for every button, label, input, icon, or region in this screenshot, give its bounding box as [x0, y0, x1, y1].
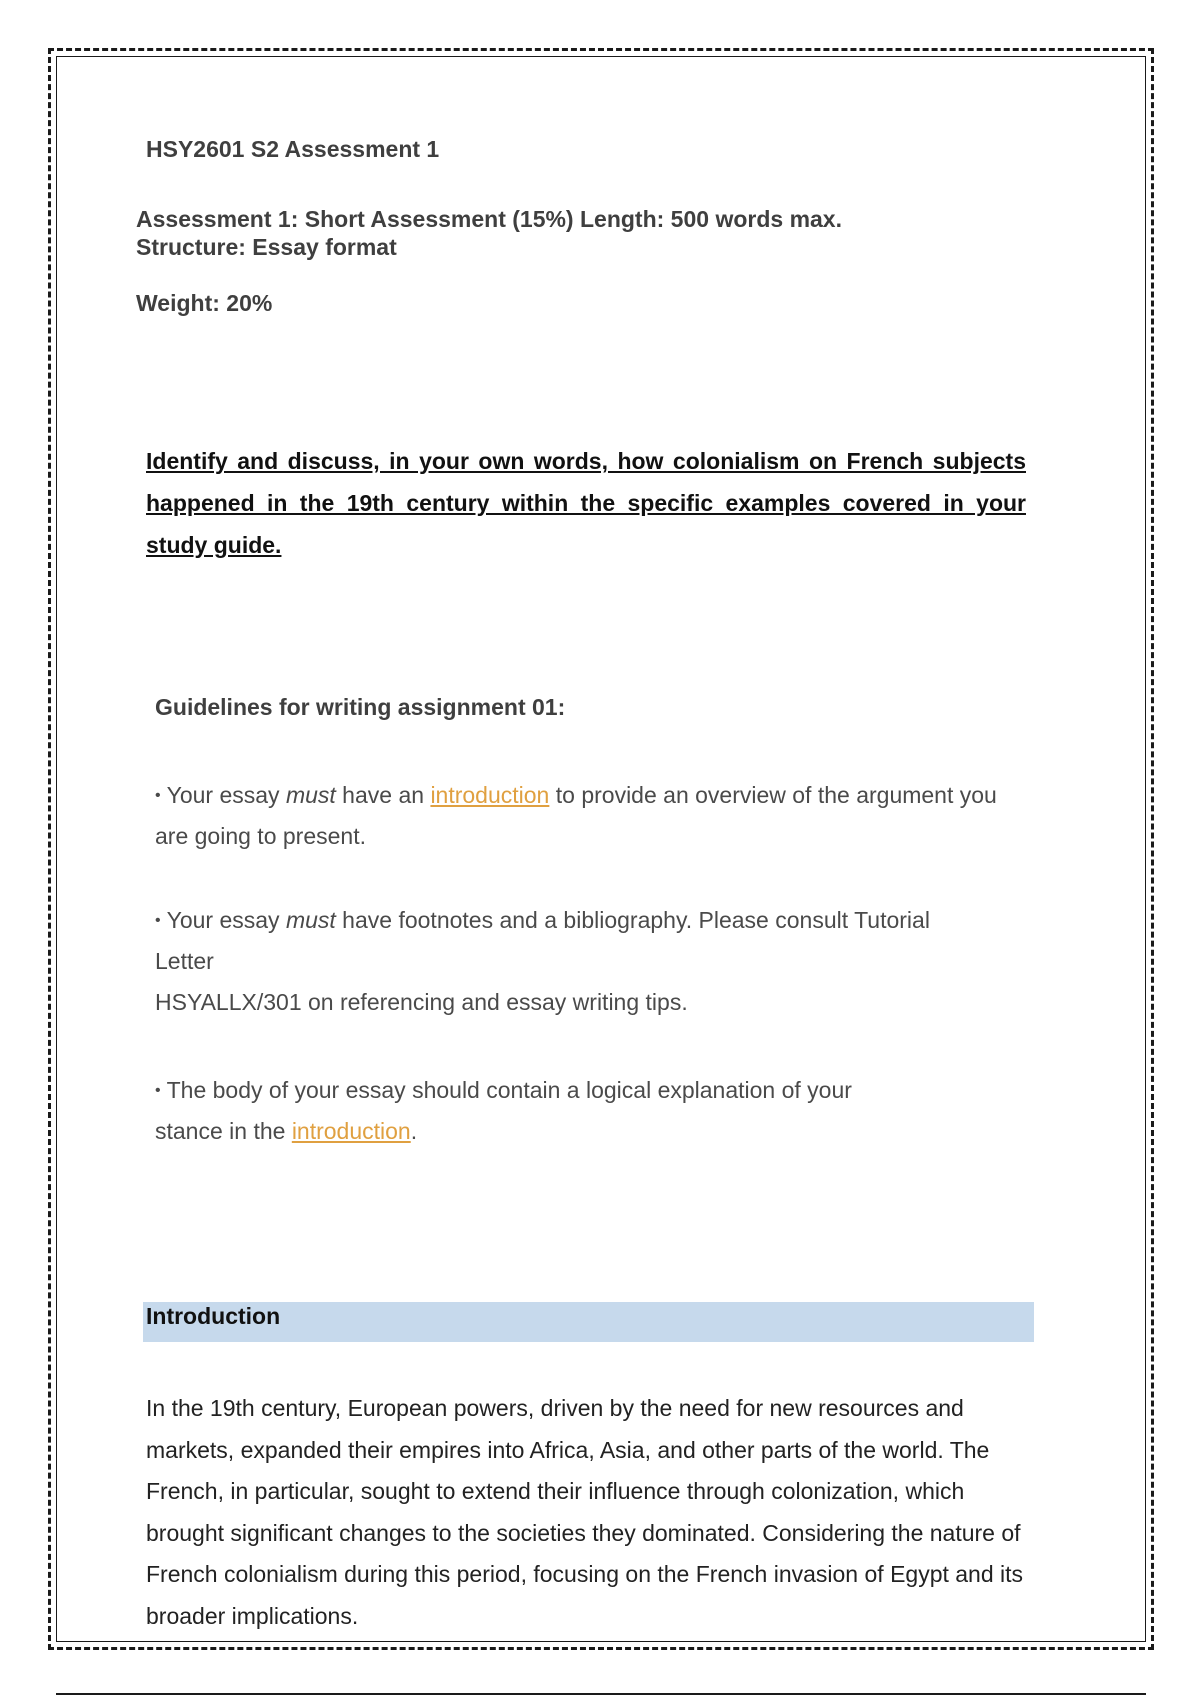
document-title: HSY2601 S2 Assessment 1	[146, 136, 440, 162]
bullet-icon: •	[155, 787, 161, 804]
emphasis-must: must	[285, 782, 336, 808]
assessment-weight: Weight: 20%	[136, 290, 273, 316]
guidelines-heading: Guidelines for writing assignment 01:	[155, 694, 566, 720]
assessment-length: Assessment 1: Short Assessment (15%) Length: 500 words max.	[136, 206, 842, 232]
introduction-link[interactable]: introduction	[291, 1118, 411, 1144]
introduction-heading: Introduction	[146, 1303, 281, 1329]
introduction-link[interactable]: introduction	[430, 782, 550, 808]
assessment-meta	[136, 205, 842, 261]
guideline-item-footnotes: • Your essay must have footnotes and a bibliography. Please consult Tutorial Letter HSYALLX/301 on referencing and essay writing tips.	[155, 907, 930, 1015]
guideline-item-body: • The body of your essay should contain a logical explanation of your stance in the introduction.	[155, 1077, 852, 1144]
emphasis-must: must	[285, 907, 336, 933]
guideline-item-introduction: • Your essay must have an introduction to provide an overview of the argument you are going to present.	[155, 782, 997, 849]
assessment-structure: Structure: Essay format	[136, 234, 397, 260]
bullet-icon: •	[155, 1082, 161, 1099]
bottom-rule	[56, 1693, 1146, 1695]
bullet-icon: •	[155, 912, 161, 929]
introduction-body: In the 19th century, European powers, driven by the need for new resources and markets, expanded their empires into Africa, Asia, and other parts of the world. The French, in particular, sought to extend their influence through colonization, which brought significant changes to the societies they dominated. Considering the nature of French colonialism during this period, focusing on the French invasion of Egypt and its broader implications.	[146, 1395, 1024, 1629]
essay-question: Identify and discuss, in your own words, how colonialism on French subjects happened in the 19th century within the specific examples covered in your study guide.	[146, 448, 1026, 558]
